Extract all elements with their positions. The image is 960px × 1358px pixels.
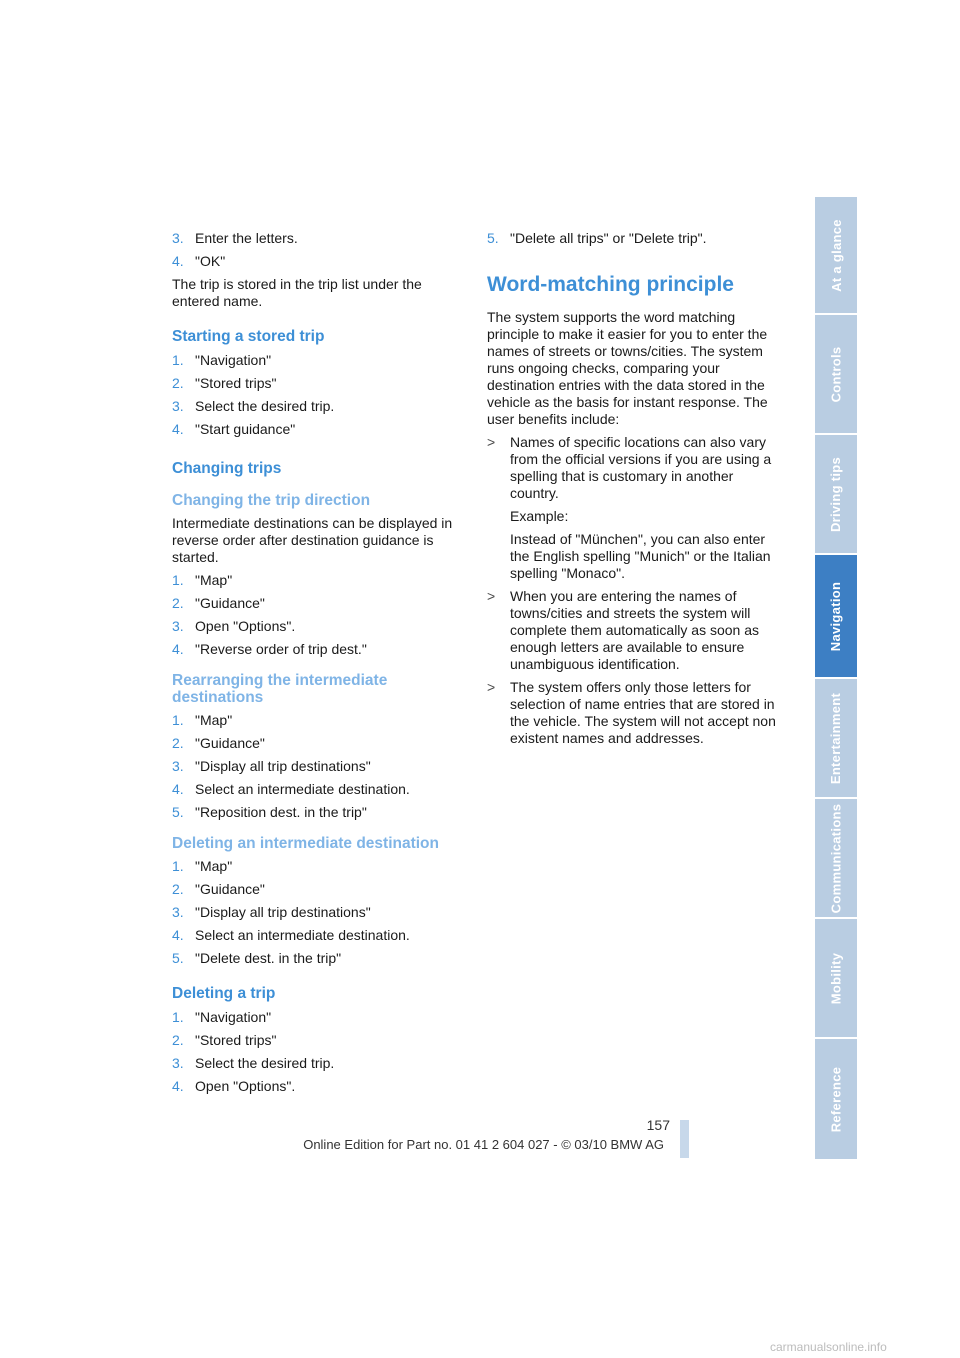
watermark: carmanualsonline.info xyxy=(770,1340,887,1354)
step: 5. "Delete dest. in the trip" xyxy=(172,950,342,966)
step: 4. Select an intermediate destination. xyxy=(172,927,410,943)
bullet-mark: > xyxy=(487,588,496,604)
footer-text: Online Edition for Part no. 01 41 2 604 027 - © 03/10 BMW AG xyxy=(303,1137,664,1152)
section-title: Word-matching principle xyxy=(487,273,734,296)
bullet-mark: > xyxy=(487,679,496,695)
step: 2. "Stored trips" xyxy=(172,375,277,391)
step: 1. "Navigation" xyxy=(172,352,272,368)
step: 1. "Navigation" xyxy=(172,1009,272,1025)
tab-controls[interactable]: Controls xyxy=(815,315,857,433)
left-column xyxy=(172,230,460,1101)
step: 3. Select the desired trip. xyxy=(172,1055,335,1071)
tab-communications[interactable]: Communications xyxy=(815,799,857,917)
step: 5. "Reposition dest. in the trip" xyxy=(172,804,367,820)
step: 1. "Map" xyxy=(172,858,233,874)
bullet-item: > Names of specific locations can also vary from the official versions if you are using a spelling that is customary in another country. Example: Instead of "München", you can also enter the English spelling "Munich" or the Italian spelling "Monaco". xyxy=(487,434,772,581)
right-column xyxy=(487,230,783,753)
section-heading: Changing trips xyxy=(172,460,282,477)
step: 3. "Display all trip destinations" xyxy=(172,904,371,920)
step: 4. "Reverse order of trip dest." xyxy=(172,641,367,657)
step: 4. Open "Options". xyxy=(172,1078,296,1094)
tab-reference[interactable]: Reference xyxy=(815,1039,857,1159)
paragraph: Intermediate destinations can be displayed in reverse order after destination guidance is started. xyxy=(172,515,453,565)
step: 2. "Stored trips" xyxy=(172,1032,277,1048)
bullet-item: > When you are entering the names of towns/cities and streets the system will complete them automatically as soon as enough letters are available to ensure unambiguous identification. xyxy=(487,588,760,672)
step: 4. "Start guidance" xyxy=(172,421,296,437)
step: 1. "Map" xyxy=(172,572,233,588)
tab-entertainment[interactable]: Entertainment xyxy=(815,679,857,797)
step: 4. "OK" xyxy=(172,253,226,269)
step: 2. "Guidance" xyxy=(172,595,265,611)
section-heading: Deleting a trip xyxy=(172,985,276,1002)
step: 4. Select an intermediate destination. xyxy=(172,781,410,797)
bullet-mark: > xyxy=(487,434,496,450)
step: 5. "Delete all trips" or "Delete trip". xyxy=(487,230,707,246)
section-heading: Starting a stored trip xyxy=(172,328,325,345)
footer-bar xyxy=(680,1120,689,1158)
paragraph: The trip is stored in the trip list under the entered name. xyxy=(172,276,422,309)
step: 3. Enter the letters. xyxy=(172,230,298,246)
step: 2. "Guidance" xyxy=(172,735,265,751)
step: 3. Open "Options". xyxy=(172,618,296,634)
paragraph: The system supports the word matching principle to make it easier for you to enter the names of streets or towns/cities. The system runs ongoing checks, comparing your destination entries with the data stored in the vehicle as the basis for instant response. The user benefits include: xyxy=(487,309,768,427)
step: 2. "Guidance" xyxy=(172,881,265,897)
subsection-heading: Changing the trip direction xyxy=(172,492,371,509)
tab-navigation[interactable]: Navigation xyxy=(815,555,857,677)
subsection-heading: Deleting an intermediate destination xyxy=(172,835,439,852)
tab-mobility[interactable]: Mobility xyxy=(815,919,857,1037)
page-number: 157 xyxy=(646,1117,670,1133)
tab-at-a-glance[interactable]: At a glance xyxy=(815,197,857,313)
step: 3. "Display all trip destinations" xyxy=(172,758,371,774)
step: 1. "Map" xyxy=(172,712,233,728)
bullet-item: > The system offers only those letters for selection of name entries that are stored in the vehicle. The system will not accept non existent names and addresses. xyxy=(487,679,776,746)
tab-driving-tips[interactable]: Driving tips xyxy=(815,435,857,553)
subsection-heading: Rearranging the intermediate destinations xyxy=(172,672,388,706)
step: 3. Select the desired trip. xyxy=(172,398,335,414)
